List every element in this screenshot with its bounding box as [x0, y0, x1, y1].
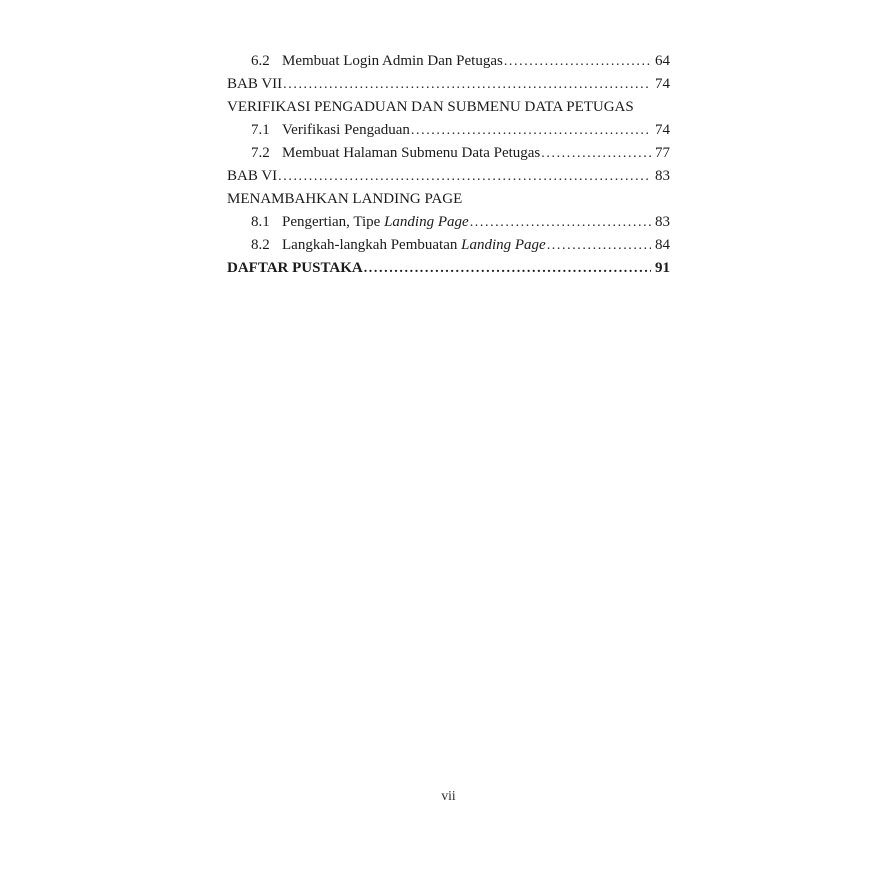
toc-entry-number: 7.2: [251, 145, 270, 161]
toc-entry-label: Membuat Halaman Submenu Data Petugas: [282, 145, 541, 161]
toc-entry-label: VERIFIKASI PENGADUAN DAN SUBMENU DATA PETUGAS: [227, 99, 634, 115]
toc-entry: [227, 73, 670, 96]
toc-entry-number: 8.1: [251, 214, 270, 230]
toc-entry: [227, 119, 670, 142]
toc-entry-page: 91: [655, 260, 670, 276]
toc-entry: [227, 211, 670, 234]
toc-entry-page: 74: [655, 76, 670, 92]
page-number: vii: [441, 788, 456, 803]
toc-entry: [227, 165, 670, 188]
toc-entry-label: Membuat Login Admin Dan Petugas: [282, 53, 503, 69]
toc-entry: [227, 234, 670, 257]
toc-entry-page: 83: [655, 214, 670, 230]
dot-leader: [504, 50, 651, 73]
dot-leader: [547, 234, 651, 257]
toc-entry-label: MENAMBAHKAN LANDING PAGE: [227, 191, 463, 207]
toc-entry-number: 6.2: [251, 53, 270, 69]
dot-leader: [364, 257, 651, 280]
dot-leader: [541, 142, 651, 165]
dot-leader: [470, 211, 651, 234]
toc-entry: [227, 96, 670, 119]
toc-entry: [227, 142, 670, 165]
toc-entry-page: 64: [655, 53, 670, 69]
toc-entry-page: 84: [655, 237, 670, 253]
dot-leader: [283, 73, 651, 96]
toc-entry-page: 83: [655, 168, 670, 184]
toc-entry: [227, 50, 670, 73]
toc-entry-label: DAFTAR PUSTAKA: [227, 260, 363, 276]
toc-entry-page: 74: [655, 122, 670, 138]
toc-entry: [227, 257, 670, 280]
dot-leader: [411, 119, 651, 142]
toc-entry-label: BAB VII: [227, 76, 283, 92]
toc-entry-label: Langkah-langkah Pembuatan Landing Page: [282, 237, 546, 253]
toc-entry-label: Pengertian, Tipe Landing Page: [282, 214, 469, 230]
toc-entry-number: 7.1: [251, 122, 270, 138]
toc-list: [227, 50, 670, 280]
toc-entry-number: 8.2: [251, 237, 270, 253]
toc-entry-page: 77: [655, 145, 670, 161]
toc-entry-label: BAB VI: [227, 168, 278, 184]
toc-entry: [227, 188, 670, 211]
dot-leader: [278, 165, 651, 188]
toc-entry-label: Verifikasi Pengaduan: [282, 122, 410, 138]
